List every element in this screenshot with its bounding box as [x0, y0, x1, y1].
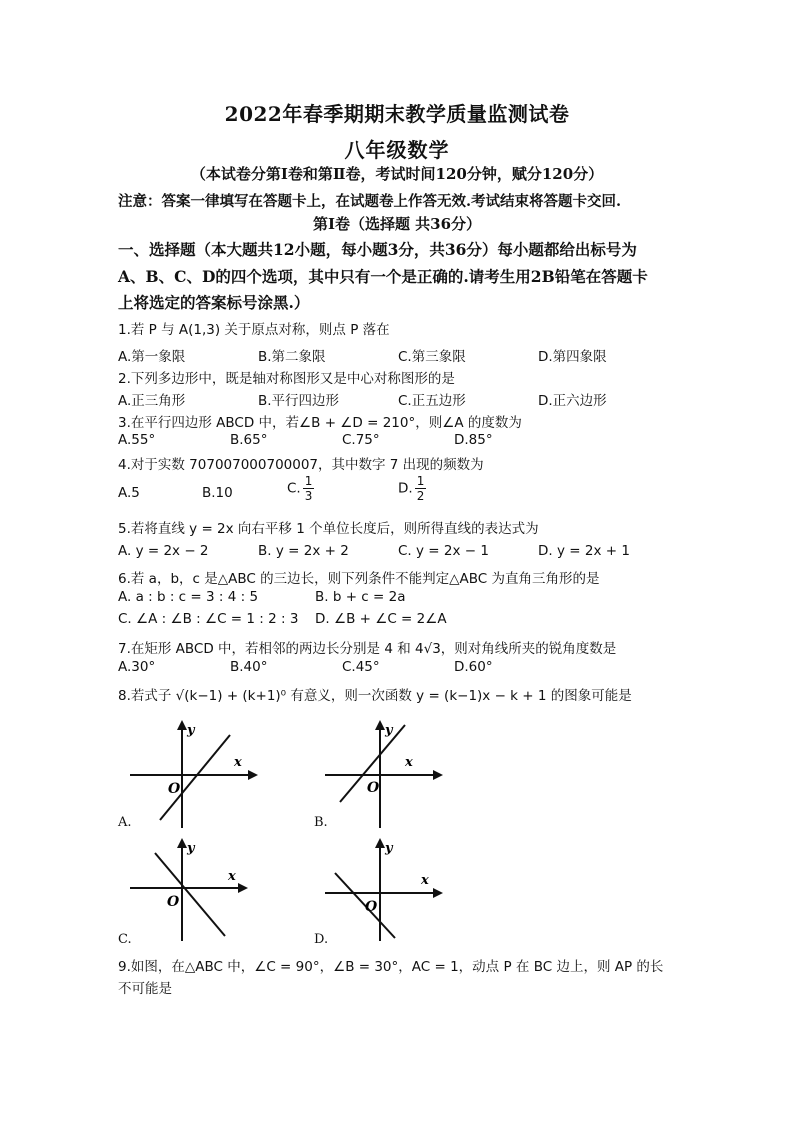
- x-axis-arrow: [433, 888, 443, 898]
- q4-option-b: B.10: [202, 485, 233, 501]
- q6-stem: 6.若 a，b，c 是△ABC 的三边长，则下列条件不能判定△ABC 为直角三角形的是: [118, 571, 600, 587]
- q1-option-d: D.第四象限: [538, 349, 607, 365]
- q5-option-b: B. y = 2x + 2: [258, 543, 349, 559]
- q1-option-b: B.第二象限: [258, 349, 326, 365]
- q8-option-d-label: D.: [314, 932, 329, 947]
- q5-option-c: C. y = 2x − 1: [398, 543, 489, 559]
- q4-option-d-fraction: [415, 474, 427, 503]
- q1-option-c: C.第三象限: [398, 349, 466, 365]
- x-axis-arrow: [248, 770, 258, 780]
- q1-option-a: A.第一象限: [118, 349, 186, 365]
- function-line: [160, 735, 230, 820]
- q7-stem: 7.在矩形 ABCD 中，若相邻的两边长分别是 4 和 4√3，则对角线所夹的锐角度数是: [118, 641, 617, 657]
- q8-stem: 8.若式子 √(k−1) + (k+1)⁰ 有意义，则一次函数 y = (k−1)x − k + 1 的图象可能是: [118, 688, 632, 704]
- q4-d-numerator: 1: [416, 474, 425, 488]
- q4-option-a: A.5: [118, 485, 140, 501]
- q6-option-d: D. ∠B + ∠C = 2∠A: [315, 611, 447, 627]
- q7-option-a: A.30°: [118, 659, 156, 675]
- q6-option-c: C. ∠A : ∠B : ∠C = 1 : 2 : 3: [118, 611, 299, 627]
- x-axis-arrow: [433, 770, 443, 780]
- q5-option-d: D. y = 2x + 1: [538, 543, 630, 559]
- instructions-line-3: 上将选定的答案标号涂黑.）: [118, 293, 310, 312]
- q2-stem: 2.下列多边形中，既是轴对称图形又是中心对称图形的是: [118, 371, 455, 387]
- q2-option-b: B.平行四边形: [258, 393, 340, 409]
- y-label: y: [187, 723, 195, 738]
- q4-option-d: [398, 474, 426, 503]
- exam-subject: 八年级数学: [344, 138, 450, 162]
- origin-label: O: [168, 781, 181, 797]
- notice: 注意：答案一律填写在答题卡上，在试题卷上作答无效.考试结束将答题卡交回.: [118, 193, 622, 210]
- q6-option-b: B. b + c = 2a: [315, 589, 406, 605]
- y-axis-arrow: [375, 720, 385, 730]
- function-line: [155, 853, 225, 936]
- instructions-line-2: A、B、C、D的四个选项，其中只有一个是正确的.请考生用2B铅笔在答题卡: [118, 267, 648, 286]
- q7-option-b: B.40°: [230, 659, 268, 675]
- x-label: x: [421, 873, 429, 888]
- q9-stem-line-1: 9.如图，在△ABC 中，∠C = 90°，∠B = 30°，AC = 1，动点 P 在 BC 边上，则 AP 的长: [118, 959, 664, 975]
- q8-option-c-label: C.: [118, 932, 132, 947]
- q3-stem: 3.在平行四边形 ABCD 中，若∠B + ∠D = 210°，则∠A 的度数为: [118, 415, 522, 431]
- y-axis-arrow: [375, 838, 385, 848]
- q7-option-d: D.60°: [454, 659, 493, 675]
- q4-option-c: [287, 474, 314, 503]
- y-label: y: [187, 841, 195, 856]
- q4-option-c-fraction: [303, 474, 315, 503]
- origin-label: O: [367, 780, 380, 796]
- x-axis-arrow: [238, 883, 248, 893]
- q2-option-c: C.正五边形: [398, 393, 466, 409]
- q8-graph-c: [130, 838, 260, 943]
- q4-d-denominator: 2: [416, 489, 425, 503]
- q4-stem: 4.对于实数 707007000700007，其中数字 7 出现的频数为: [118, 457, 484, 473]
- q6-option-a: A. a : b : c = 3 : 4 : 5: [118, 589, 259, 605]
- instructions-line-1: 一、选择题（本大题共12小题，每小题3分，共36分）每小题都给出标号为: [118, 240, 637, 259]
- section-title: 第Ⅰ卷（选择题 共36分）: [312, 215, 482, 233]
- y-axis-arrow: [177, 838, 187, 848]
- x-label: x: [228, 869, 236, 884]
- q4-c-denominator: 3: [304, 489, 313, 503]
- q3-option-a: A.55°: [118, 432, 156, 448]
- q5-stem: 5.若将直线 y = 2x 向右平移 1 个单位长度后，则所得直线的表达式为: [118, 521, 539, 537]
- q1-stem: 1.若 P 与 A(1,3) 关于原点对称，则点 P 落在: [118, 322, 390, 338]
- y-label: y: [385, 723, 393, 738]
- q9-stem-line-2: 不可能是: [118, 981, 172, 997]
- q2-option-a: A.正三角形: [118, 393, 186, 409]
- q7-option-c: C.45°: [342, 659, 380, 675]
- origin-label: O: [365, 899, 378, 915]
- y-axis-arrow: [177, 720, 187, 730]
- q8-graph-b: [325, 720, 455, 830]
- q5-option-a: A. y = 2x − 2: [118, 543, 209, 559]
- q8-option-a-label: A.: [118, 815, 132, 830]
- q4-c-numerator: 1: [304, 474, 313, 488]
- x-label: x: [234, 755, 242, 770]
- q2-option-d: D.正六边形: [538, 393, 607, 409]
- x-label: x: [405, 755, 413, 770]
- exam-title: 2022年春季期期末教学质量监测试卷: [224, 102, 570, 126]
- q3-option-c: C.75°: [342, 432, 380, 448]
- q3-option-d: D.85°: [454, 432, 493, 448]
- q8-graph-a: [130, 720, 260, 830]
- q4-option-c-label: C.: [287, 480, 301, 497]
- exam-time-note: （本试卷分第Ⅰ卷和第Ⅱ卷，考试时间120分钟，赋分120分）: [190, 165, 604, 183]
- q3-option-b: B.65°: [230, 432, 268, 448]
- origin-label: O: [167, 894, 180, 910]
- q4-option-d-label: D.: [398, 480, 413, 497]
- q8-graph-d: [325, 838, 455, 943]
- y-label: y: [385, 841, 393, 856]
- q8-option-b-label: B.: [314, 815, 328, 830]
